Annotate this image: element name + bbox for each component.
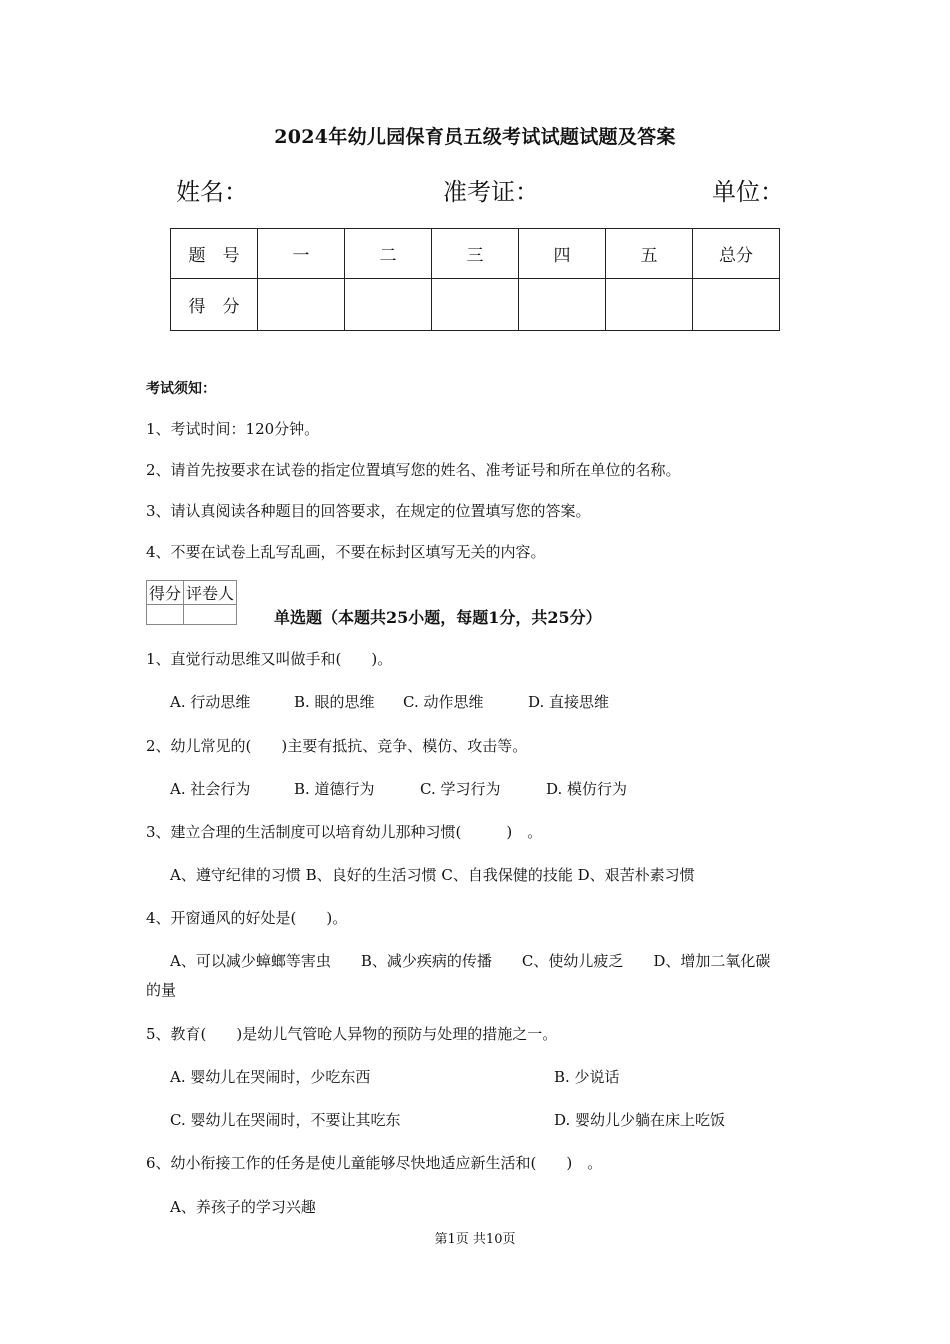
question-options-line: A、遵守纪律的习惯 B、良好的生活习惯 C、自我保健的技能 D、艰苦朴素习惯 bbox=[170, 866, 695, 884]
notice-item: 4、不要在试卷上乱写乱画，不要在标封区填写无关的内容。 bbox=[146, 543, 546, 561]
name-field-label: 姓名： bbox=[176, 178, 248, 206]
grader-name-label: 评卷人 bbox=[184, 581, 237, 605]
grader-score-cell[interactable] bbox=[147, 605, 184, 625]
question-stem: 5、教育( )是幼儿气管呛人异物的预防与处理的措施之一。 bbox=[146, 1025, 558, 1043]
question-option: C. 动作思维 bbox=[403, 693, 484, 711]
notice-item: 3、请认真阅读各种题目的回答要求，在规定的位置填写您的答案。 bbox=[146, 502, 591, 520]
question-option: B. 少说话 bbox=[554, 1068, 620, 1086]
question-option: A. 行动思维 bbox=[170, 693, 251, 711]
grader-box bbox=[146, 580, 237, 625]
question-option: D. 模仿行为 bbox=[546, 780, 628, 798]
score-cell[interactable] bbox=[606, 279, 693, 331]
score-cell[interactable] bbox=[519, 279, 606, 331]
score-header-cell: 一 bbox=[258, 229, 345, 279]
grader-score-label: 得分 bbox=[147, 581, 184, 605]
question-options-continued: 的量 bbox=[146, 981, 177, 999]
question-stem: 2、幼儿常见的( )主要有抵抗、竞争、模仿、攻击等。 bbox=[146, 737, 528, 755]
notice-heading: 考试须知： bbox=[146, 381, 216, 397]
question-stem: 3、建立合理的生活制度可以培育幼儿那种习惯( ) 。 bbox=[146, 823, 543, 841]
question-stem: 1、直觉行动思维又叫做手和( )。 bbox=[146, 650, 393, 668]
page-footer: 第1页 共10页 bbox=[434, 1232, 516, 1247]
score-cell[interactable] bbox=[345, 279, 432, 331]
notice-item: 1、考试时间：120分钟。 bbox=[146, 420, 320, 438]
notice-item: 2、请首先按要求在试卷的指定位置填写您的姓名、准考证号和所在单位的名称。 bbox=[146, 461, 681, 479]
question-option: B. 道德行为 bbox=[294, 780, 375, 798]
score-cell[interactable] bbox=[258, 279, 345, 331]
unit-field-label: 单位： bbox=[712, 178, 784, 206]
question-stem: 4、开窗通风的好处是( )。 bbox=[146, 909, 348, 927]
question-option: B. 眼的思维 bbox=[294, 693, 375, 711]
question-option: D. 婴幼儿少躺在床上吃饭 bbox=[554, 1111, 726, 1129]
score-header-cell: 四 bbox=[519, 229, 606, 279]
score-header-cell: 三 bbox=[432, 229, 519, 279]
question-options-line: A、可以减少蟑螂等害虫 B、减少疾病的传播 C、使幼儿疲乏 D、增加二氧化碳 bbox=[170, 952, 771, 970]
exam-id-field-label: 准考证： bbox=[443, 178, 539, 206]
score-row-label: 得 分 bbox=[171, 279, 258, 331]
score-table-score-row bbox=[171, 279, 780, 331]
score-header-cell: 二 bbox=[345, 229, 432, 279]
score-table-header-row bbox=[171, 229, 780, 279]
score-header-cell: 五 bbox=[606, 229, 693, 279]
score-header-cell: 题 号 bbox=[171, 229, 258, 279]
score-header-cell: 总分 bbox=[693, 229, 780, 279]
score-cell[interactable] bbox=[432, 279, 519, 331]
page-title: 2024年幼儿园保育员五级考试试题试题及答案 bbox=[274, 126, 676, 148]
section-title: 单选题（本题共25小题，每题1分，共25分） bbox=[274, 608, 602, 627]
question-options-line: A、养孩子的学习兴趣 bbox=[170, 1198, 316, 1216]
question-option: A. 社会行为 bbox=[170, 780, 251, 798]
question-stem: 6、幼小衔接工作的任务是使儿童能够尽快地适应新生活和( ) 。 bbox=[146, 1154, 603, 1172]
question-option: C. 婴幼儿在哭闹时，不要让其吃东 bbox=[170, 1111, 401, 1129]
question-option: A. 婴幼儿在哭闹时，少吃东西 bbox=[170, 1068, 371, 1086]
score-cell[interactable] bbox=[693, 279, 780, 331]
score-table bbox=[170, 228, 780, 331]
grader-name-cell[interactable] bbox=[184, 605, 237, 625]
question-option: C. 学习行为 bbox=[420, 780, 501, 798]
question-option: D. 直接思维 bbox=[528, 693, 610, 711]
